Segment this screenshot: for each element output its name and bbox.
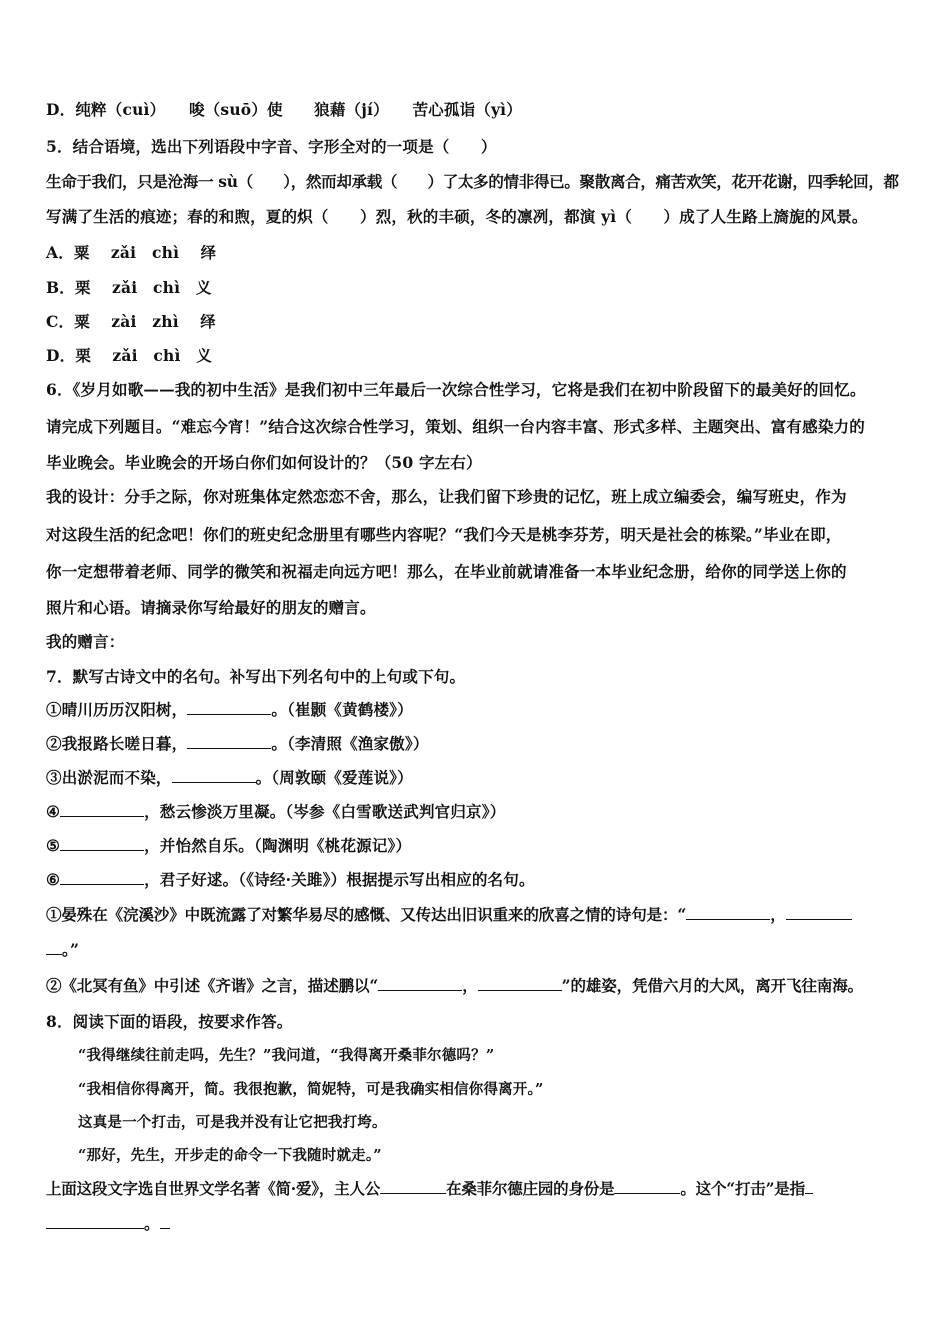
q8-question-text-2: 在桑菲尔德庄园的身份是 <box>446 1179 615 1198</box>
q8-blank-2[interactable] <box>614 1179 680 1194</box>
q7-stem: 7．默写古诗文中的名句。补写出下列名句中的上句或下句。 <box>46 667 466 686</box>
q7-item-3 <box>46 768 910 788</box>
q7-prompt-2-blank-2[interactable] <box>478 976 562 991</box>
q7-prompt-1-end: 。” <box>62 940 80 959</box>
q4-option-d: D．纯粹（cuì） 唆（suō）使 狼藉（jí） 苦心孤诣（yì） <box>46 100 522 119</box>
q7-item-2 <box>46 734 910 754</box>
q7-item-1-source: 。（崔颢《黄鹤楼》） <box>271 700 413 719</box>
q8-passage-line-2: “我相信你得离开，简。我很抱歉，简妮特，可是我确实相信你得离开。” <box>78 1081 544 1098</box>
q7-prompt-1-comma: ， <box>770 905 786 924</box>
q6-design-line-3: 你一定想带着老师、同学的微笑和祝福走向远方吧！那么，在毕业前就请准备一本毕业纪念册，给你的同学送上你的 <box>46 562 847 581</box>
q5-option-a: A．粟 zǎi chì 绎 <box>46 243 217 262</box>
q7-item-2-text: ②我报路长嗟日暮， <box>46 734 188 753</box>
q7-prompt-1-blank-1[interactable] <box>686 905 770 920</box>
q6-message-label: 我的赠言： <box>46 632 125 651</box>
q7-item-3-text: ③出淤泥而不染， <box>46 768 172 787</box>
q7-item-1-blank[interactable] <box>187 700 271 715</box>
q8-passage-line-3: 这真是一个打击，可是我并没有让它把我打垮。 <box>78 1114 387 1131</box>
q7-item-2-blank[interactable] <box>187 734 271 749</box>
q7-item-6-blank[interactable] <box>60 870 144 885</box>
q7-prompt-1-cont <box>46 940 910 960</box>
q8-stem: 8．阅读下面的语段，按要求作答。 <box>46 1012 293 1031</box>
q8-question-text-3: 。这个“打击”是指 <box>680 1179 805 1198</box>
q7-item-1-text: ①晴川历历汉阳树， <box>46 700 188 719</box>
q7-prompt-2-comma: ， <box>462 976 478 995</box>
q7-prompt-1-blank-2-cont[interactable] <box>46 940 62 955</box>
q8-passage-line-4: “那好，先生，开步走的命令一下我随时就走。” <box>78 1147 382 1164</box>
q7-item-1 <box>46 700 910 720</box>
q6-design-line-4: 照片和心语。请摘录你写给最好的朋友的赠言。 <box>46 598 376 617</box>
q6-design-line-2: 对这段生活的纪念吧！你们的班史纪念册里有哪些内容呢？“我们今天是桃李芬芳，明天是社会的栋梁。”毕业在即， <box>46 525 842 544</box>
q7-item-5 <box>46 836 910 856</box>
q7-item-6-text: ，君子好逑。（《诗经·关雎》）根据提示写出相应的名句。 <box>144 870 535 889</box>
q7-item-3-blank[interactable] <box>172 768 256 783</box>
q7-prompt-1-text: ①晏殊在《浣溪沙》中既流露了对繁华易尽的感慨、又传达出旧识重来的欣喜之情的诗句是：“ <box>46 905 687 924</box>
q7-item-4-blank[interactable] <box>60 802 144 817</box>
q7-prompt-1-blank-2[interactable] <box>786 905 852 920</box>
q8-blank-3[interactable] <box>805 1179 813 1194</box>
q5-passage-line-2: 写满了生活的痕迹；春的和煦，夏的炽（ ）烈，秋的丰硕，冬的凛冽，都演 yì（ ）成了人生路上旖旎的风景。 <box>46 207 868 226</box>
q5-option-d: D．栗 zǎi chì 义 <box>46 346 212 365</box>
q8-question <box>46 1179 910 1199</box>
q7-item-3-source: 。（周敦颐《爱莲说》） <box>255 768 413 787</box>
q5-stem: 5．结合语境，选出下列语段中字音、字形全对的一项是（ ） <box>46 137 497 156</box>
q8-blank-3-cont[interactable] <box>46 1214 144 1229</box>
q6-stem-line-2: 请完成下列题目。“难忘今宵！”结合这次综合性学习，策划、组织一台内容丰富、形式多样、主题突出、富有感染力的 <box>46 417 865 436</box>
q5-option-c: C．粟 zài zhì 绎 <box>46 312 216 331</box>
q7-item-2-source: 。（李清照《渔家傲》） <box>271 734 429 753</box>
q7-prompt-2 <box>46 976 910 996</box>
q7-prompt-2-text: ②《北冥有鱼》中引述《齐谐》之言，描述鹏以“ <box>46 976 379 995</box>
q8-question-cont <box>46 1214 910 1234</box>
q8-passage-line-1: “我得继续往前走吗，先生？”我问道，“我得离开桑菲尔德吗？” <box>78 1047 495 1064</box>
q7-item-4-text: ，愁云惨淡万里凝。（岑参《白雪歌送武判官归京》） <box>144 802 506 821</box>
q7-item-5-num: ⑤ <box>46 836 61 855</box>
q6-stem-line-1: 6．《岁月如歌——我的初中生活》是我们初中三年最后一次综合性学习，它将是我们在初中阶段留下的最美好的回忆。 <box>46 380 866 399</box>
q5-passage-line-1: 生命于我们，只是沧海一 sù（ ），然而却承载（ ）了太多的情非得已。聚散离合，痛苦欢笑，花开花谢，四季轮回，都 <box>46 172 899 191</box>
q7-item-4 <box>46 802 910 822</box>
q8-trailing-underline <box>160 1214 170 1229</box>
q8-question-text-1: 上面这段文字选自世界文学名著《简·爱》，主人公 <box>46 1179 381 1198</box>
q7-item-6 <box>46 870 910 890</box>
q7-item-6-num: ⑥ <box>46 870 61 889</box>
q7-item-5-blank[interactable] <box>60 836 144 851</box>
q8-blank-1[interactable] <box>380 1179 446 1194</box>
q8-question-end: 。 <box>144 1214 160 1233</box>
q7-item-5-text: ，并怡然自乐。（陶渊明《桃花源记》） <box>144 836 412 855</box>
q6-stem-line-3: 毕业晚会。毕业晚会的开场白你们如何设计的？（50 字左右） <box>46 453 482 472</box>
q6-design-line-1: 我的设计：分手之际，你对班集体定然恋恋不舍，那么，让我们留下珍贵的记忆，班上成立编委会，编写班史，作为 <box>46 487 847 506</box>
q7-prompt-1 <box>46 905 910 925</box>
q7-prompt-2-end: ”的雄姿，凭借六月的大风，离开飞往南海。 <box>561 976 864 995</box>
q5-option-b: B．栗 zǎi chì 义 <box>46 278 212 297</box>
q7-item-4-num: ④ <box>46 802 61 821</box>
q7-prompt-2-blank-1[interactable] <box>378 976 462 991</box>
